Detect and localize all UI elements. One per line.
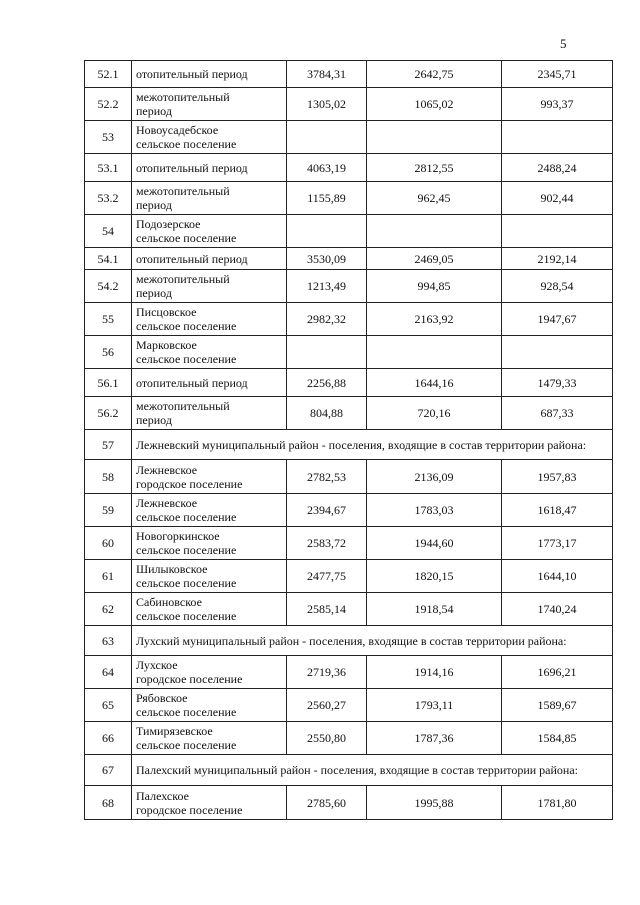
value-col-1: 2477,75 [287, 560, 367, 593]
row-name: Рябовское сельское поселение [132, 689, 287, 722]
row-number: 55 [85, 303, 132, 336]
value-col-1: 4063,19 [287, 154, 367, 182]
value-col-2: 1944,60 [367, 527, 502, 560]
table-row [85, 460, 613, 494]
row-number: 66 [85, 722, 132, 755]
value-col-3: 902,44 [502, 182, 613, 215]
value-col-3 [502, 215, 613, 248]
row-number: 56.2 [85, 397, 132, 430]
row-name: отопительный период [132, 61, 287, 88]
row-number: 65 [85, 689, 132, 722]
value-col-2 [367, 336, 502, 369]
value-col-1: 804,88 [287, 397, 367, 430]
value-col-3: 2192,14 [502, 248, 613, 270]
row-name: Марковское сельское поселение [132, 336, 287, 369]
row-number: 53.1 [85, 154, 132, 182]
row-number: 67 [85, 755, 132, 786]
value-col-3: 1644,10 [502, 560, 613, 593]
value-col-2 [367, 121, 502, 154]
page-number: 5 [560, 36, 567, 51]
value-col-1: 3530,09 [287, 248, 367, 270]
value-col-3: 1618,47 [502, 494, 613, 527]
table-row [85, 270, 613, 303]
row-name: межотопительный период [132, 182, 287, 215]
value-col-3: 928,54 [502, 270, 613, 303]
value-col-3: 1781,80 [502, 786, 613, 820]
value-col-3: 2488,24 [502, 154, 613, 182]
table-row [85, 121, 613, 154]
value-col-2: 1918,54 [367, 593, 502, 626]
district-header: Лежневский муниципальный район - поселения, входящие в состав территории района: [132, 430, 613, 460]
table-row [85, 593, 613, 626]
value-col-2: 962,45 [367, 182, 502, 215]
row-number: 59 [85, 494, 132, 527]
row-name: отопительный период [132, 154, 287, 182]
value-col-3: 1740,24 [502, 593, 613, 626]
row-name: Лухское городское поселение [132, 656, 287, 689]
table-row [85, 215, 613, 248]
value-col-1: 2982,32 [287, 303, 367, 336]
value-col-2: 720,16 [367, 397, 502, 430]
row-number: 56 [85, 336, 132, 369]
value-col-1 [287, 121, 367, 154]
value-col-2: 2163,92 [367, 303, 502, 336]
value-col-1 [287, 336, 367, 369]
district-header: Палехский муниципальный район - поселения, входящие в состав территории района: [132, 755, 613, 786]
value-col-1: 2782,53 [287, 460, 367, 494]
row-number: 54.2 [85, 270, 132, 303]
value-col-3 [502, 336, 613, 369]
table-row [85, 560, 613, 593]
table-row [85, 626, 613, 656]
row-name: Палехское городское поселение [132, 786, 287, 820]
value-col-1: 1213,49 [287, 270, 367, 303]
row-number: 54.1 [85, 248, 132, 270]
value-col-2: 2469,05 [367, 248, 502, 270]
value-col-3: 1947,67 [502, 303, 613, 336]
value-col-1: 2785,60 [287, 786, 367, 820]
value-col-2 [367, 215, 502, 248]
row-name: отопительный период [132, 369, 287, 397]
row-name: Новоусадебское сельское поселение [132, 121, 287, 154]
value-col-1: 2583,72 [287, 527, 367, 560]
value-col-3: 687,33 [502, 397, 613, 430]
value-col-1: 2256,88 [287, 369, 367, 397]
row-number: 68 [85, 786, 132, 820]
table-row [85, 303, 613, 336]
value-col-3: 1773,17 [502, 527, 613, 560]
table-row [85, 369, 613, 397]
value-col-3: 1479,33 [502, 369, 613, 397]
value-col-1: 1155,89 [287, 182, 367, 215]
table-row [85, 336, 613, 369]
value-col-1: 2585,14 [287, 593, 367, 626]
value-col-2: 2642,75 [367, 61, 502, 88]
value-col-2: 1644,16 [367, 369, 502, 397]
value-col-1: 2394,67 [287, 494, 367, 527]
table-row [85, 430, 613, 460]
row-name: Писцовское сельское поселение [132, 303, 287, 336]
value-col-1: 2719,36 [287, 656, 367, 689]
value-col-1: 3784,31 [287, 61, 367, 88]
row-number: 63 [85, 626, 132, 656]
table-row [85, 755, 613, 786]
row-name: Сабиновское сельское поселение [132, 593, 287, 626]
table-body [85, 61, 613, 820]
row-number: 52.1 [85, 61, 132, 88]
tariff-table [84, 60, 613, 820]
district-header: Лухский муниципальный район - поселения, входящие в состав территории района: [132, 626, 613, 656]
value-col-2: 2812,55 [367, 154, 502, 182]
row-name: Лежневское сельское поселение [132, 494, 287, 527]
value-col-1: 2560,27 [287, 689, 367, 722]
value-col-3: 1589,67 [502, 689, 613, 722]
table-row [85, 88, 613, 121]
row-name: отопительный период [132, 248, 287, 270]
row-number: 60 [85, 527, 132, 560]
row-name: межотопительный период [132, 270, 287, 303]
row-number: 53.2 [85, 182, 132, 215]
value-col-2: 1914,16 [367, 656, 502, 689]
value-col-2: 2136,09 [367, 460, 502, 494]
value-col-1: 1305,02 [287, 88, 367, 121]
value-col-2: 1793,11 [367, 689, 502, 722]
row-name: Подозерское сельское поселение [132, 215, 287, 248]
table-row [85, 527, 613, 560]
row-number: 58 [85, 460, 132, 494]
table-row [85, 182, 613, 215]
table-row [85, 689, 613, 722]
row-name: Шилыковское сельское поселение [132, 560, 287, 593]
value-col-2: 1787,36 [367, 722, 502, 755]
value-col-3: 1696,21 [502, 656, 613, 689]
value-col-3: 993,37 [502, 88, 613, 121]
table-row [85, 248, 613, 270]
value-col-3: 1584,85 [502, 722, 613, 755]
value-col-3 [502, 121, 613, 154]
row-number: 64 [85, 656, 132, 689]
row-name: Новогоркинское сельское поселение [132, 527, 287, 560]
value-col-2: 1995,88 [367, 786, 502, 820]
row-number: 56.1 [85, 369, 132, 397]
value-col-2: 994,85 [367, 270, 502, 303]
row-name: межотопительный период [132, 88, 287, 121]
row-name: Лежневское городское поселение [132, 460, 287, 494]
row-number: 61 [85, 560, 132, 593]
table-row [85, 61, 613, 88]
row-number: 57 [85, 430, 132, 460]
row-number: 62 [85, 593, 132, 626]
table-row [85, 154, 613, 182]
table-row [85, 397, 613, 430]
value-col-1: 2550,80 [287, 722, 367, 755]
table-row [85, 656, 613, 689]
row-name: межотопительный период [132, 397, 287, 430]
value-col-2: 1065,02 [367, 88, 502, 121]
value-col-1 [287, 215, 367, 248]
row-number: 52.2 [85, 88, 132, 121]
table-row [85, 494, 613, 527]
table-row [85, 786, 613, 820]
value-col-2: 1820,15 [367, 560, 502, 593]
row-name: Тимирязевское сельское поселение [132, 722, 287, 755]
row-number: 53 [85, 121, 132, 154]
value-col-2: 1783,03 [367, 494, 502, 527]
value-col-3: 2345,71 [502, 61, 613, 88]
table-row [85, 722, 613, 755]
value-col-3: 1957,83 [502, 460, 613, 494]
row-number: 54 [85, 215, 132, 248]
